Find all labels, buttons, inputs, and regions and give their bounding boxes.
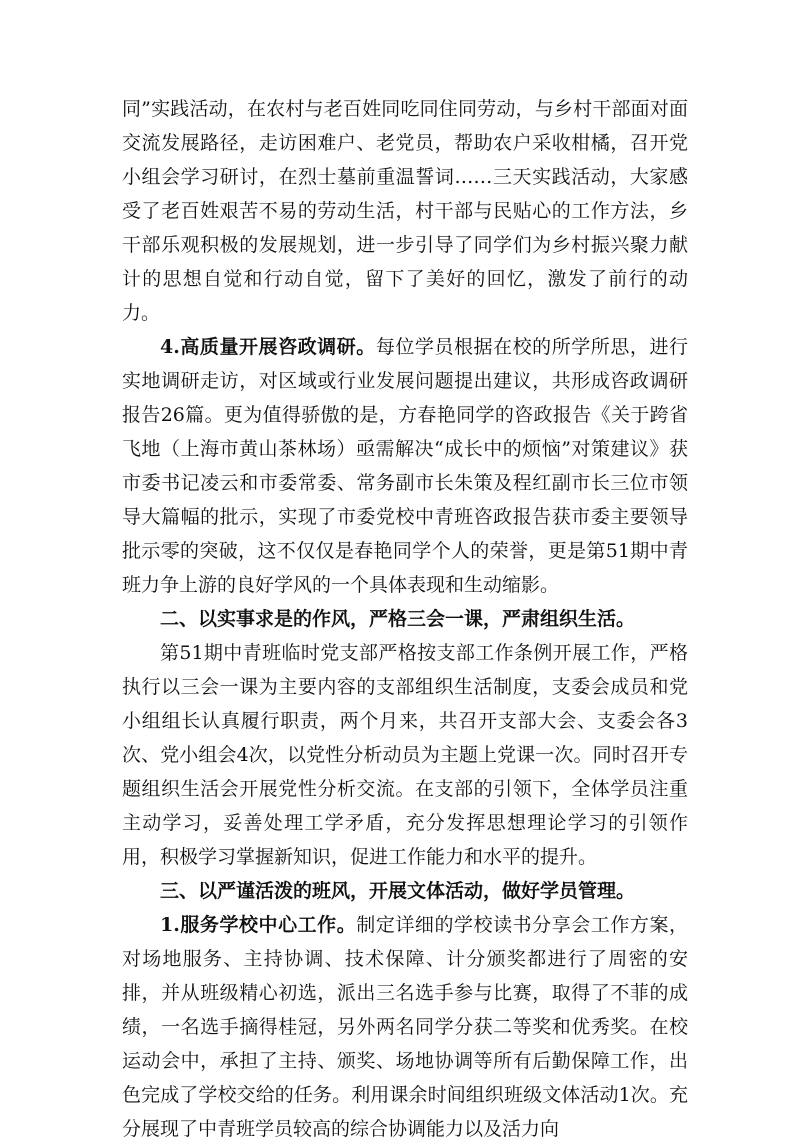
paragraph-party-branch: 第51期中青班临时党支部严格按支部工作条例开展工作，严格执行以三会一课为主要内容的支部组织生活制度，支委会成员和党小组组长认真履行职责，两个月来，共召开支部大会、支委会各3次、党小组会4次，以党性分析动员为主题上党课一次。同时召开专题组织生活会开展党性分析交流。在支部的引领下，全体学员注重主动学习，妥善处理工学矛盾，充分发挥思想理论学习的引领作用，积极学习掌握新知识，促进工作能力和水平的提升。 [122, 642, 688, 868]
paragraph-text: 每位学员根据在校的所学所思，进行实地调研走访，对区域或行业发展问题提出建议，共形成咨政调研报告26篇。更为值得骄傲的是，方春艳同学的咨政报告《关于跨省飞地（上海市黄山茶林场）亟需解决“成长中的烦恼”对策建议》获市委书记凌云和市委常委、常务副市长朱策及程红副市长三位市领导大篇幅的批示，实现了市委党校中青班咨政报告获市委主要领导批示零的突破，这不仅仅是春艳同学个人的荣誉，更是第51期中青班力争上游的良好学风的一个具体表现和生动缩影。 [122, 336, 688, 596]
document-body [122, 92, 688, 1146]
paragraph-consulting-research [122, 330, 688, 602]
paragraph-school-service [122, 908, 688, 1146]
paragraph-practice-activity: 同”实践活动，在农村与老百姓同吃同住同劳动，与乡村干部面对面交流发展路径，走访困难户、老党员，帮助农户采收柑橘，召开党小组会学习研讨，在烈士墓前重温誓词……三天实践活动，大家感受了老百姓艰苦不易的劳动生活，村干部与民贴心的工作方法，乡干部乐观积极的发展规划，进一步引导了同学们为乡村振兴聚力献计的思想自觉和行动自觉，留下了美好的回忆，激发了前行的动力。 [122, 98, 688, 324]
section-heading-class-style: 三、以严谨活泼的班风，开展文体活动，做好学员管理。 [160, 880, 636, 902]
paragraph-lead-title: 4.高质量开展咨政调研。 [160, 336, 376, 358]
paragraph-lead-title: 1.服务学校中心工作。 [160, 914, 357, 936]
section-heading-organization-life: 二、以实事求是的作风，严格三会一课，严肃组织生活。 [160, 608, 636, 630]
paragraph-text: 制定详细的学校读书分享会工作方案，对场地服务、主持协调、技术保障、计分颁奖都进行了周密的安排，并从班级精心初选，派出三名选手参与比赛，取得了不菲的成绩，一名选手摘得桂冠，另外两名同学分获二等奖和优秀奖。在校运动会中，承担了主持、颁奖、场地协调等所有后勤保障工作，出色完成了学校交给的任务。利用课余时间组织班级文体活动1次。充分展现了中青班学员较高的综合协调能力以及活力向 [122, 914, 688, 1140]
